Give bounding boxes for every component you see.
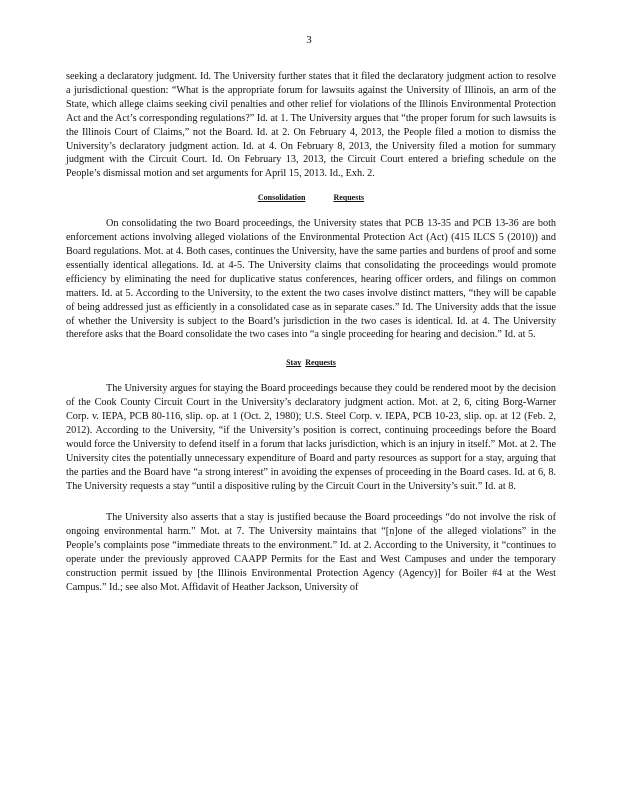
heading-word-2: Requests (305, 358, 336, 368)
paragraph-intro: seeking a declaratory judgment. Id. The University further states that it filed the declaratory judgment action to resolve a jurisdictional question: “What is the appropriate forum for lawsuits against the University of Illinois, an arm of the State, which allege claims seeking civil penalties and other relief for violations of the Illinois Environmental Protection Act and the Act’s corresponding regulations?” Id. at 1. The University argues that “the proper forum for such lawsuits is the Illinois Court of Claims,” not the Board. Id. at 2. On February 4, 2013, the People filed a motion to dismiss the University’s declaratory judgment action. Id. at 4. On February 8, 2013, the University filed a motion for summary judgment with the Circuit Court. Id. On February 13, 2013, the Circuit Court entered a briefing schedule on the People’s dismissal motion and set arguments for April 15, 2013. Id., Exh. 2. (66, 71, 556, 180)
paragraph-stay-1: The University argues for staying the Board proceedings because they could be rendered moot by the decision of the Cook County Circuit Court in the University’s declaratory judgment action. Mot. at 2, 6, citing Borg-Warner Corp. v. IEPA, PCB 80-116, slip. op. at 1 (Oct. 2, 1980); U.S. Steel Corp. v. IEPA, PCB 10-23, slip. op. at 12 (Feb. 2, 2012). According to the University, “if the University’s position is correct, continuing proceedings before the Board would force the University to defend itself in a forum that lacks jurisdiction, which is an injury in itself.” Mot. at 2. The University cites the potentially unnecessary expenditure of Board and party resources as support for a stay, arguing that the parties and the Board have “a strong interest” in avoiding the expenses of proceeding in the Board cases. Id. at 6, 8. The University requests a stay “until a dispositive ruling by the Circuit Court in the University’s suit.” Id. at 8. (66, 383, 556, 492)
heading-word-1: Stay (286, 358, 302, 368)
heading-word-1: Consolidation (257, 193, 306, 203)
paragraph-stay-2: The University also asserts that a stay is justified because the Board proceedings “do not involve the risk of ongoing environmental harm.” Mot. at 7. The University maintains that “[n]one of the alleged violations” in the People’s complaints pose “immediate threats to the environment.” Id. at 2. According to the University, it “continues to operate under the previously approved CAAPP Permits for the East and West Campuses and under the temporary construction permit issued by [the Illinois Environmental Protection Agency (Agency)] for Boiler #4 at the West Campus.” Id.; see also Mot. Affidavit of Heather Jackson, University of (66, 512, 556, 593)
heading-word-2: Requests (333, 193, 365, 203)
paragraph-consolidation: On consolidating the two Board proceedings, the University states that PCB 13-35 and PCB 13-36 are both enforcement actions involving alleged violations of the Environmental Protection Act (Act) (415 ILCS 5 (2010)) and Board regulations. Mot. at 4. Both cases, continues the University, have the same parties and burdens of proof and some essentially identical allegations. Id. at 4-5. The University claims that consolidating the proceedings would promote efficiency by eliminating the need for duplicative status conferences, hearing officer orders, and filings on common matters. Id. at 5. According to the University, to the extent the two cases involve distinct matters, “they will be capable of being addressed just as efficiently in a consolidated case as in separate cases.” Id. The University adds that the issue of whether the University is subject to the Board’s jurisdiction in the two cases is identical. Id. at 4. The University therefore asks that the Board consolidate the two cases into “a single proceeding for hearing and decision.” Id. at 5. (66, 218, 556, 341)
page-number: 3 (306, 34, 312, 46)
paragraph-gap (66, 493, 556, 511)
section-heading-stay (66, 356, 556, 370)
document-body (66, 70, 556, 595)
section-heading-consolidation (66, 191, 556, 205)
